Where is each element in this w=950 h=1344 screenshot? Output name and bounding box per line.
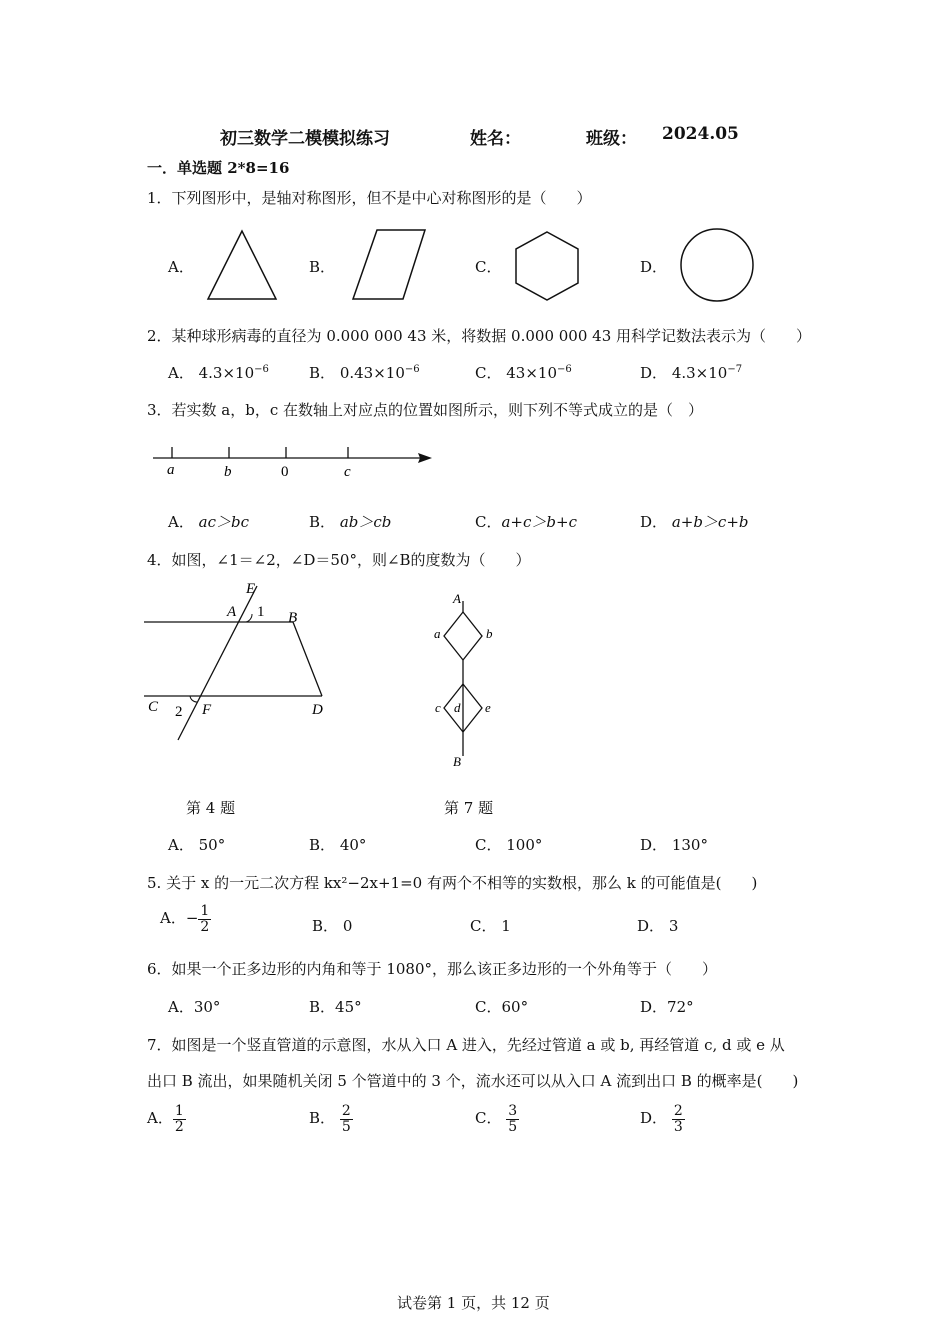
hexagon-figure xyxy=(508,228,588,306)
fig4-label-a: A xyxy=(227,604,237,620)
q3-option-d: D． a+b＞c+b xyxy=(640,513,749,531)
q4-option-c: C． 100° xyxy=(475,836,543,854)
fig7-label-d: d xyxy=(454,700,461,715)
q6-option-b: B．45° xyxy=(309,998,362,1016)
q5-stem: 5. 关于 x 的一元二次方程 kx²−2x+1=0 有两个不相等的实数根，那么 k 的可能值是( ) xyxy=(147,874,758,892)
q5-option-a: A．− $\frac{1}{2}$ xyxy=(160,903,210,935)
numberline-label-c: c xyxy=(344,464,351,480)
circle-figure xyxy=(676,228,758,306)
q3-option-b: B． ab＞cb xyxy=(309,513,392,531)
q3-option-a: A． ac＞bc xyxy=(168,513,249,531)
page-footer: 试卷第 1 页，共 12 页 xyxy=(397,1294,550,1312)
section-title: 一．单选题 2*8=16 xyxy=(147,159,290,177)
q2-option-d: D． $4.3\times 10^{-7}$ xyxy=(640,364,743,382)
fig7-label-c: c xyxy=(435,700,441,715)
fig4-label-2: 2 xyxy=(175,704,183,720)
q6-option-a: A．30° xyxy=(168,998,221,1016)
q3-stem: 3．若实数 a，b，c 在数轴上对应点的位置如图所示，则下列不等式成立的是（ ） xyxy=(147,401,704,419)
q2-option-a: A． $4.3\times 10^{-6}$ xyxy=(168,364,269,382)
q2-option-b: B． $0.43\times 10^{-6}$ xyxy=(309,364,420,382)
q2-option-c: C． $43\times 10^{-6}$ xyxy=(475,364,572,382)
fig4-label-c: C xyxy=(148,699,159,715)
fig7-label-b-lower: B xyxy=(453,754,461,769)
fig4-label-1: 1 xyxy=(257,604,265,620)
exam-date: 2024.05 xyxy=(662,124,739,144)
q7-option-c: C． $\frac{3}{5}$ xyxy=(475,1103,518,1135)
q7-pipe-figure xyxy=(420,588,510,773)
q7-option-d: D． $\frac{2}{3}$ xyxy=(640,1103,683,1135)
q7-stem-line1: 7．如图是一个竖直管道的示意图，水从入口 A 进入，先经过管道 a 或 b, 再经管道 c, d 或 e 从 xyxy=(147,1036,785,1054)
page-title: 初三数学二模模拟练习 xyxy=(220,129,390,149)
q1-option-d: D． xyxy=(640,258,668,276)
name-label: 姓名： xyxy=(470,129,521,149)
fig7-label-b: b xyxy=(486,626,493,641)
q4-option-d: D． 130° xyxy=(640,836,708,854)
fig4-label-d: D xyxy=(312,702,323,718)
q7-option-a: A． $\frac{1}{2}$ xyxy=(147,1103,184,1135)
fig4-label-e: E xyxy=(246,581,256,597)
fig7-label-a-upper: A xyxy=(453,591,461,606)
fig4-label-f: F xyxy=(202,702,212,718)
number-line xyxy=(148,438,438,483)
numberline-label-b: b xyxy=(224,464,232,480)
q1-option-a: A． xyxy=(168,258,194,276)
parallelogram-figure xyxy=(345,225,435,305)
class-label: 班级： xyxy=(586,129,637,149)
q1-option-c: C． xyxy=(475,258,502,276)
q3-option-c: C．a+c＞b+c xyxy=(475,513,577,531)
q1-option-b: B． xyxy=(309,258,336,276)
fig7-label-e: e xyxy=(485,700,491,715)
q7-stem-line2: 出口 B 流出，如果随机关闭 5 个管道中的 3 个，流水还可以从入口 A 流到出口 B 的概率是( ) xyxy=(147,1072,799,1090)
numberline-label-0: 0 xyxy=(281,464,289,480)
fig4-caption: 第 4 题 xyxy=(186,799,236,817)
fig7-caption: 第 7 题 xyxy=(444,799,494,817)
q4-option-b: B． 40° xyxy=(309,836,367,854)
q4-option-a: A． 50° xyxy=(168,836,226,854)
q5-option-c: C． 1 xyxy=(470,917,511,935)
q7-option-b: B． $\frac{2}{5}$ xyxy=(309,1103,351,1135)
q4-figure xyxy=(140,578,340,748)
q6-stem: 6．如果一个正多边形的内角和等于 1080°，那么该正多边形的一个外角等于（ ） xyxy=(147,960,717,978)
q6-option-c: C．60° xyxy=(475,998,529,1016)
q6-option-d: D．72° xyxy=(640,998,694,1016)
fig4-label-b: B xyxy=(288,610,298,626)
fig7-label-a: a xyxy=(434,626,441,641)
q4-stem: 4．如图，∠1＝∠2，∠D＝50°，则∠B的度数为（ ） xyxy=(147,551,531,569)
numberline-label-a: a xyxy=(167,462,175,478)
triangle-figure xyxy=(200,225,290,305)
q5-option-d: D． 3 xyxy=(637,917,679,935)
q1-stem: 1．下列图形中，是轴对称图形，但不是中心对称图形的是（ ） xyxy=(147,189,592,207)
q2-stem: 2．某种球形病毒的直径为 0.000 000 43 米，将数据 0.000 000 43 用科学记数法表示为（ ） xyxy=(147,327,812,345)
q5-option-b: B． 0 xyxy=(312,917,353,935)
